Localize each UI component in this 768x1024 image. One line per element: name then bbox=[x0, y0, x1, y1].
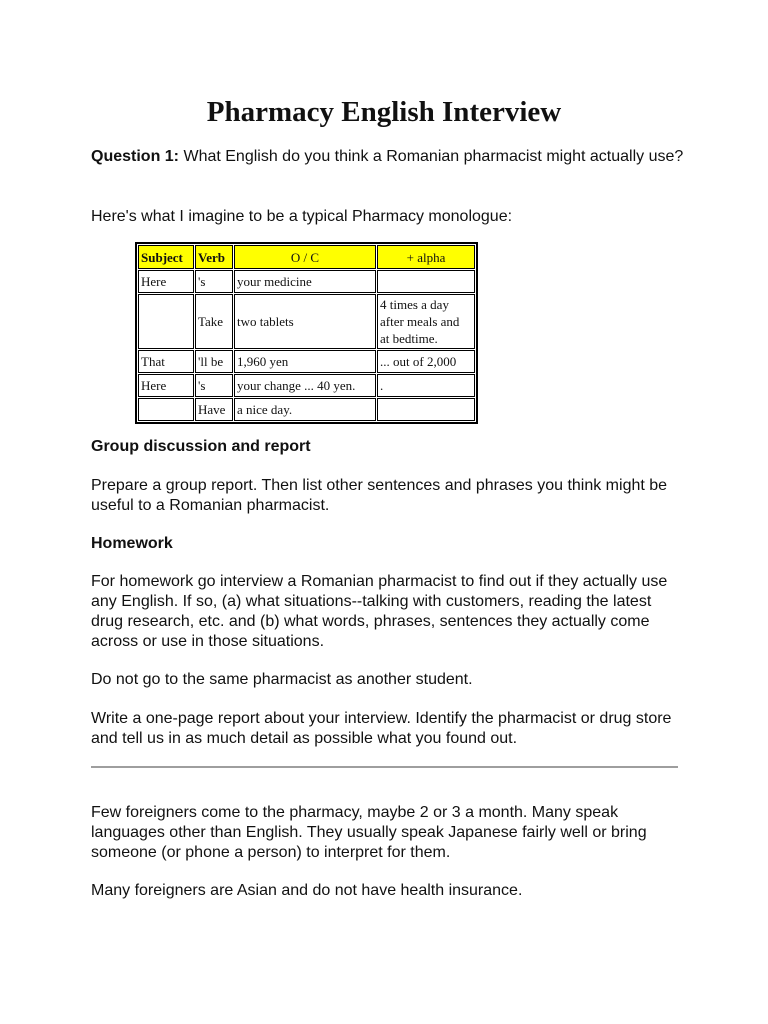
cell-verb: 'll be bbox=[195, 350, 233, 373]
group-report-paragraph: Prepare a group report. Then list other sentences and phrases you think might be useful to a Romanian pharmacist. bbox=[91, 477, 668, 514]
header-subject: Subject bbox=[138, 245, 194, 269]
cell-alpha bbox=[377, 270, 475, 293]
group-discussion-heading: Group discussion and report bbox=[91, 438, 311, 455]
question-1-text: What English do you think a Romanian pharmacist might actually use? bbox=[179, 148, 684, 165]
cell-verb: Have bbox=[195, 398, 233, 421]
cell-alpha: ... out of 2,000 bbox=[377, 350, 475, 373]
cell-object-complement: two tablets bbox=[234, 294, 376, 349]
monologue-table-wrapper bbox=[135, 242, 478, 424]
cell-subject bbox=[138, 398, 194, 421]
monologue-table bbox=[135, 242, 478, 424]
cell-subject bbox=[138, 294, 194, 349]
cell-object-complement: your change ... 40 yen. bbox=[234, 374, 376, 397]
homework-paragraph: For homework go interview a Romanian pharmacist to find out if they actually use any English. If so, (a) what situations--talking with customers, reading the latest drug research, etc. and (b) what words, phrases, sentences they actually come across or use in those situations. bbox=[91, 573, 668, 650]
cell-alpha: . bbox=[377, 374, 475, 397]
homework-heading: Homework bbox=[91, 535, 173, 552]
cell-verb: 's bbox=[195, 270, 233, 293]
same-pharmacist-paragraph: Do not go to the same pharmacist as another student. bbox=[91, 671, 473, 688]
cell-verb: Take bbox=[195, 294, 233, 349]
horizontal-divider bbox=[91, 766, 678, 768]
header-alpha: + alpha bbox=[377, 245, 475, 269]
page-title: Pharmacy English Interview bbox=[206, 96, 562, 128]
table-row bbox=[138, 350, 475, 373]
cell-object-complement: 1,960 yen bbox=[234, 350, 376, 373]
intro-paragraph: Here's what I imagine to be a typical Pharmacy monologue: bbox=[91, 208, 513, 225]
table-header-row bbox=[138, 245, 475, 269]
table-row bbox=[138, 374, 475, 397]
foreigners-paragraph: Few foreigners come to the pharmacy, maybe 2 or 3 a month. Many speak languages other than English. They usually speak Japanese fairly well or bring someone (or phone a person) to interpret for them. bbox=[91, 804, 647, 861]
table-row bbox=[138, 270, 475, 293]
cell-subject: Here bbox=[138, 270, 194, 293]
cell-alpha bbox=[377, 398, 475, 421]
question-1-label: Question 1: bbox=[91, 148, 180, 165]
cell-subject: That bbox=[138, 350, 194, 373]
cell-verb: 's bbox=[195, 374, 233, 397]
question-1-paragraph bbox=[91, 147, 687, 167]
asian-foreigners-paragraph: Many foreigners are Asian and do not have health insurance. bbox=[91, 882, 523, 899]
header-verb: Verb bbox=[195, 245, 233, 269]
table-row bbox=[138, 294, 475, 349]
cell-subject: Here bbox=[138, 374, 194, 397]
report-paragraph: Write a one-page report about your interview. Identify the pharmacist or drug store and tell us in as much detail as possible what you found out. bbox=[91, 710, 672, 747]
cell-object-complement: your medicine bbox=[234, 270, 376, 293]
cell-alpha: 4 times a day after meals and at bedtime. bbox=[377, 294, 475, 349]
cell-object-complement: a nice day. bbox=[234, 398, 376, 421]
header-object-complement: O / C bbox=[234, 245, 376, 269]
table-row bbox=[138, 398, 475, 421]
